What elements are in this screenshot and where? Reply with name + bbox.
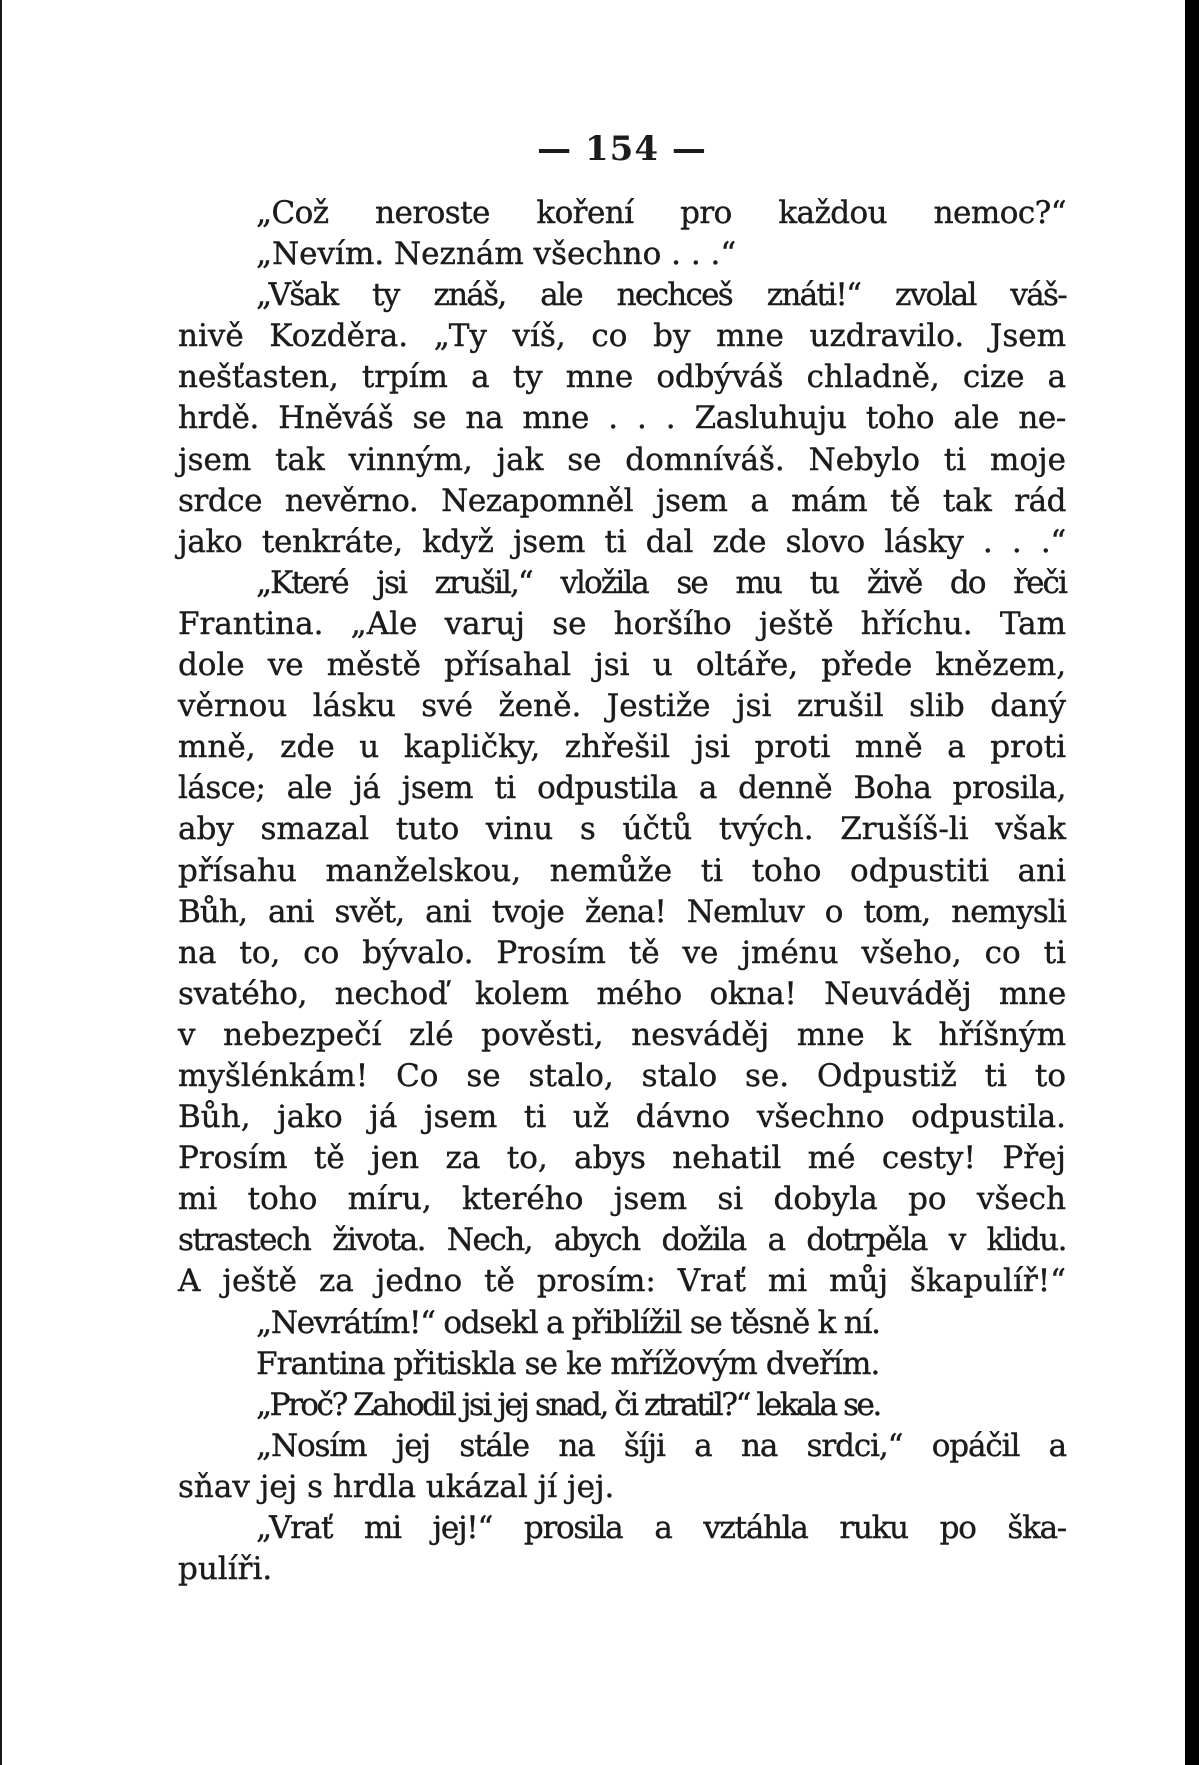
text-line: „Vrať mi jej!“ prosila a vztáhla ruku po ška- xyxy=(256,1510,1066,1546)
text-line: „Které jsi zrušil,“ vložila se mu tu živě do řeči xyxy=(256,564,1066,601)
text-line: v nebezpečí zlé pověsti, nesváděj mne k hříšným xyxy=(178,1016,1066,1053)
text-line: hrdě. Hněváš se na mne . . . Zasluhuju toho ale ne- xyxy=(178,400,1066,437)
text-line: pulíři. xyxy=(178,1551,273,1588)
text-line: nešťasten, trpím a ty mne odbýváš chladně, cize a xyxy=(178,359,1066,396)
text-line: myšlénkám! Co se stalo, stalo se. Odpustiž ti to xyxy=(178,1057,1066,1094)
page-left-edge xyxy=(0,0,2,1765)
text-line: Frantina. „Ale varuj se horšího ještě hříchu. Tam xyxy=(178,605,1066,642)
book-page xyxy=(178,125,1066,1590)
text-line: „Nosím jej stále na šíji a na srdci,“ opáčil a xyxy=(256,1427,1066,1464)
text-line: Prosím tě jen za to, abys nehatil mé cesty! Přej xyxy=(178,1140,1066,1177)
text-line: jako tenkráte, když jsem ti dal zde slovo lásky . . .“ xyxy=(178,523,1066,560)
text-line: mi toho míru, kterého jsem si dobyla po všech xyxy=(178,1181,1066,1218)
text-line: aby smazal tuto vinu s účtů tvých. Zrušíš-li však xyxy=(178,811,1066,848)
text-line: „Nevrátím!“ odsekl a přiblížil se těsně k ní. xyxy=(256,1304,880,1341)
text-line: Bůh, jako já jsem ti už dávno všechno odpustila. xyxy=(178,1099,1066,1136)
text-line: srdce nevěrno. Nezapomněl jsem a mám tě tak rád xyxy=(178,482,1066,519)
page-right-edge xyxy=(1185,0,1199,1765)
text-line: nivě Kozděra. „Ty víš, co by mne uzdravilo. Jsem xyxy=(178,318,1066,355)
text-line: mně, zde u kapličky, zhřešil jsi proti mně a proti xyxy=(178,729,1066,766)
text-line: věrnou lásku své ženě. Jestiže jsi zrušil slib daný xyxy=(178,688,1066,725)
text-line: sňav jej s hrdla ukázal jí jej. xyxy=(178,1468,615,1505)
text-line: Frantina přitiskla se ke mřížovým dveřím. xyxy=(256,1345,880,1382)
text-line: strastech života. Nech, abych dožila a dotrpěla v klidu. xyxy=(178,1222,1066,1259)
text-line: dole ve městě přísahal jsi u oltáře, přede knězem, xyxy=(178,647,1066,684)
text-line: na to, co bývalo. Prosím tě ve jménu všeho, co ti xyxy=(178,934,1066,971)
page-number: — 154 — xyxy=(537,129,707,169)
text-line: „Což neroste koření pro každou nemoc?“ xyxy=(256,195,1066,231)
text-line: „Nevím. Neznám všechno . . .“ xyxy=(256,236,737,273)
text-block xyxy=(178,193,1066,1590)
text-line: „Proč? Zahodil jsi jej snad, či ztratil?“ lekala se. xyxy=(256,1386,880,1423)
text-line: lásce; ale já jsem ti odpustila a denně Boha prosila, xyxy=(178,770,1066,807)
text-line: A ještě za jedno tě prosím: Vrať mi můj škapulíř!“ xyxy=(178,1263,1066,1300)
text-line: Bůh, ani svět, ani tvoje žena! Nemluv o tom, nemysli xyxy=(178,893,1066,930)
text-line: přísahu manželskou, nemůže ti toho odpustiti ani xyxy=(178,852,1066,889)
text-line: jsem tak vinným, jak se domníváš. Nebylo ti moje xyxy=(178,441,1066,478)
text-line: svatého, nechoď kolem mého okna! Neuváděj mne xyxy=(178,975,1066,1012)
text-line: „Však ty znáš, ale nechceš znáti!“ zvolal váš- xyxy=(256,277,1066,314)
